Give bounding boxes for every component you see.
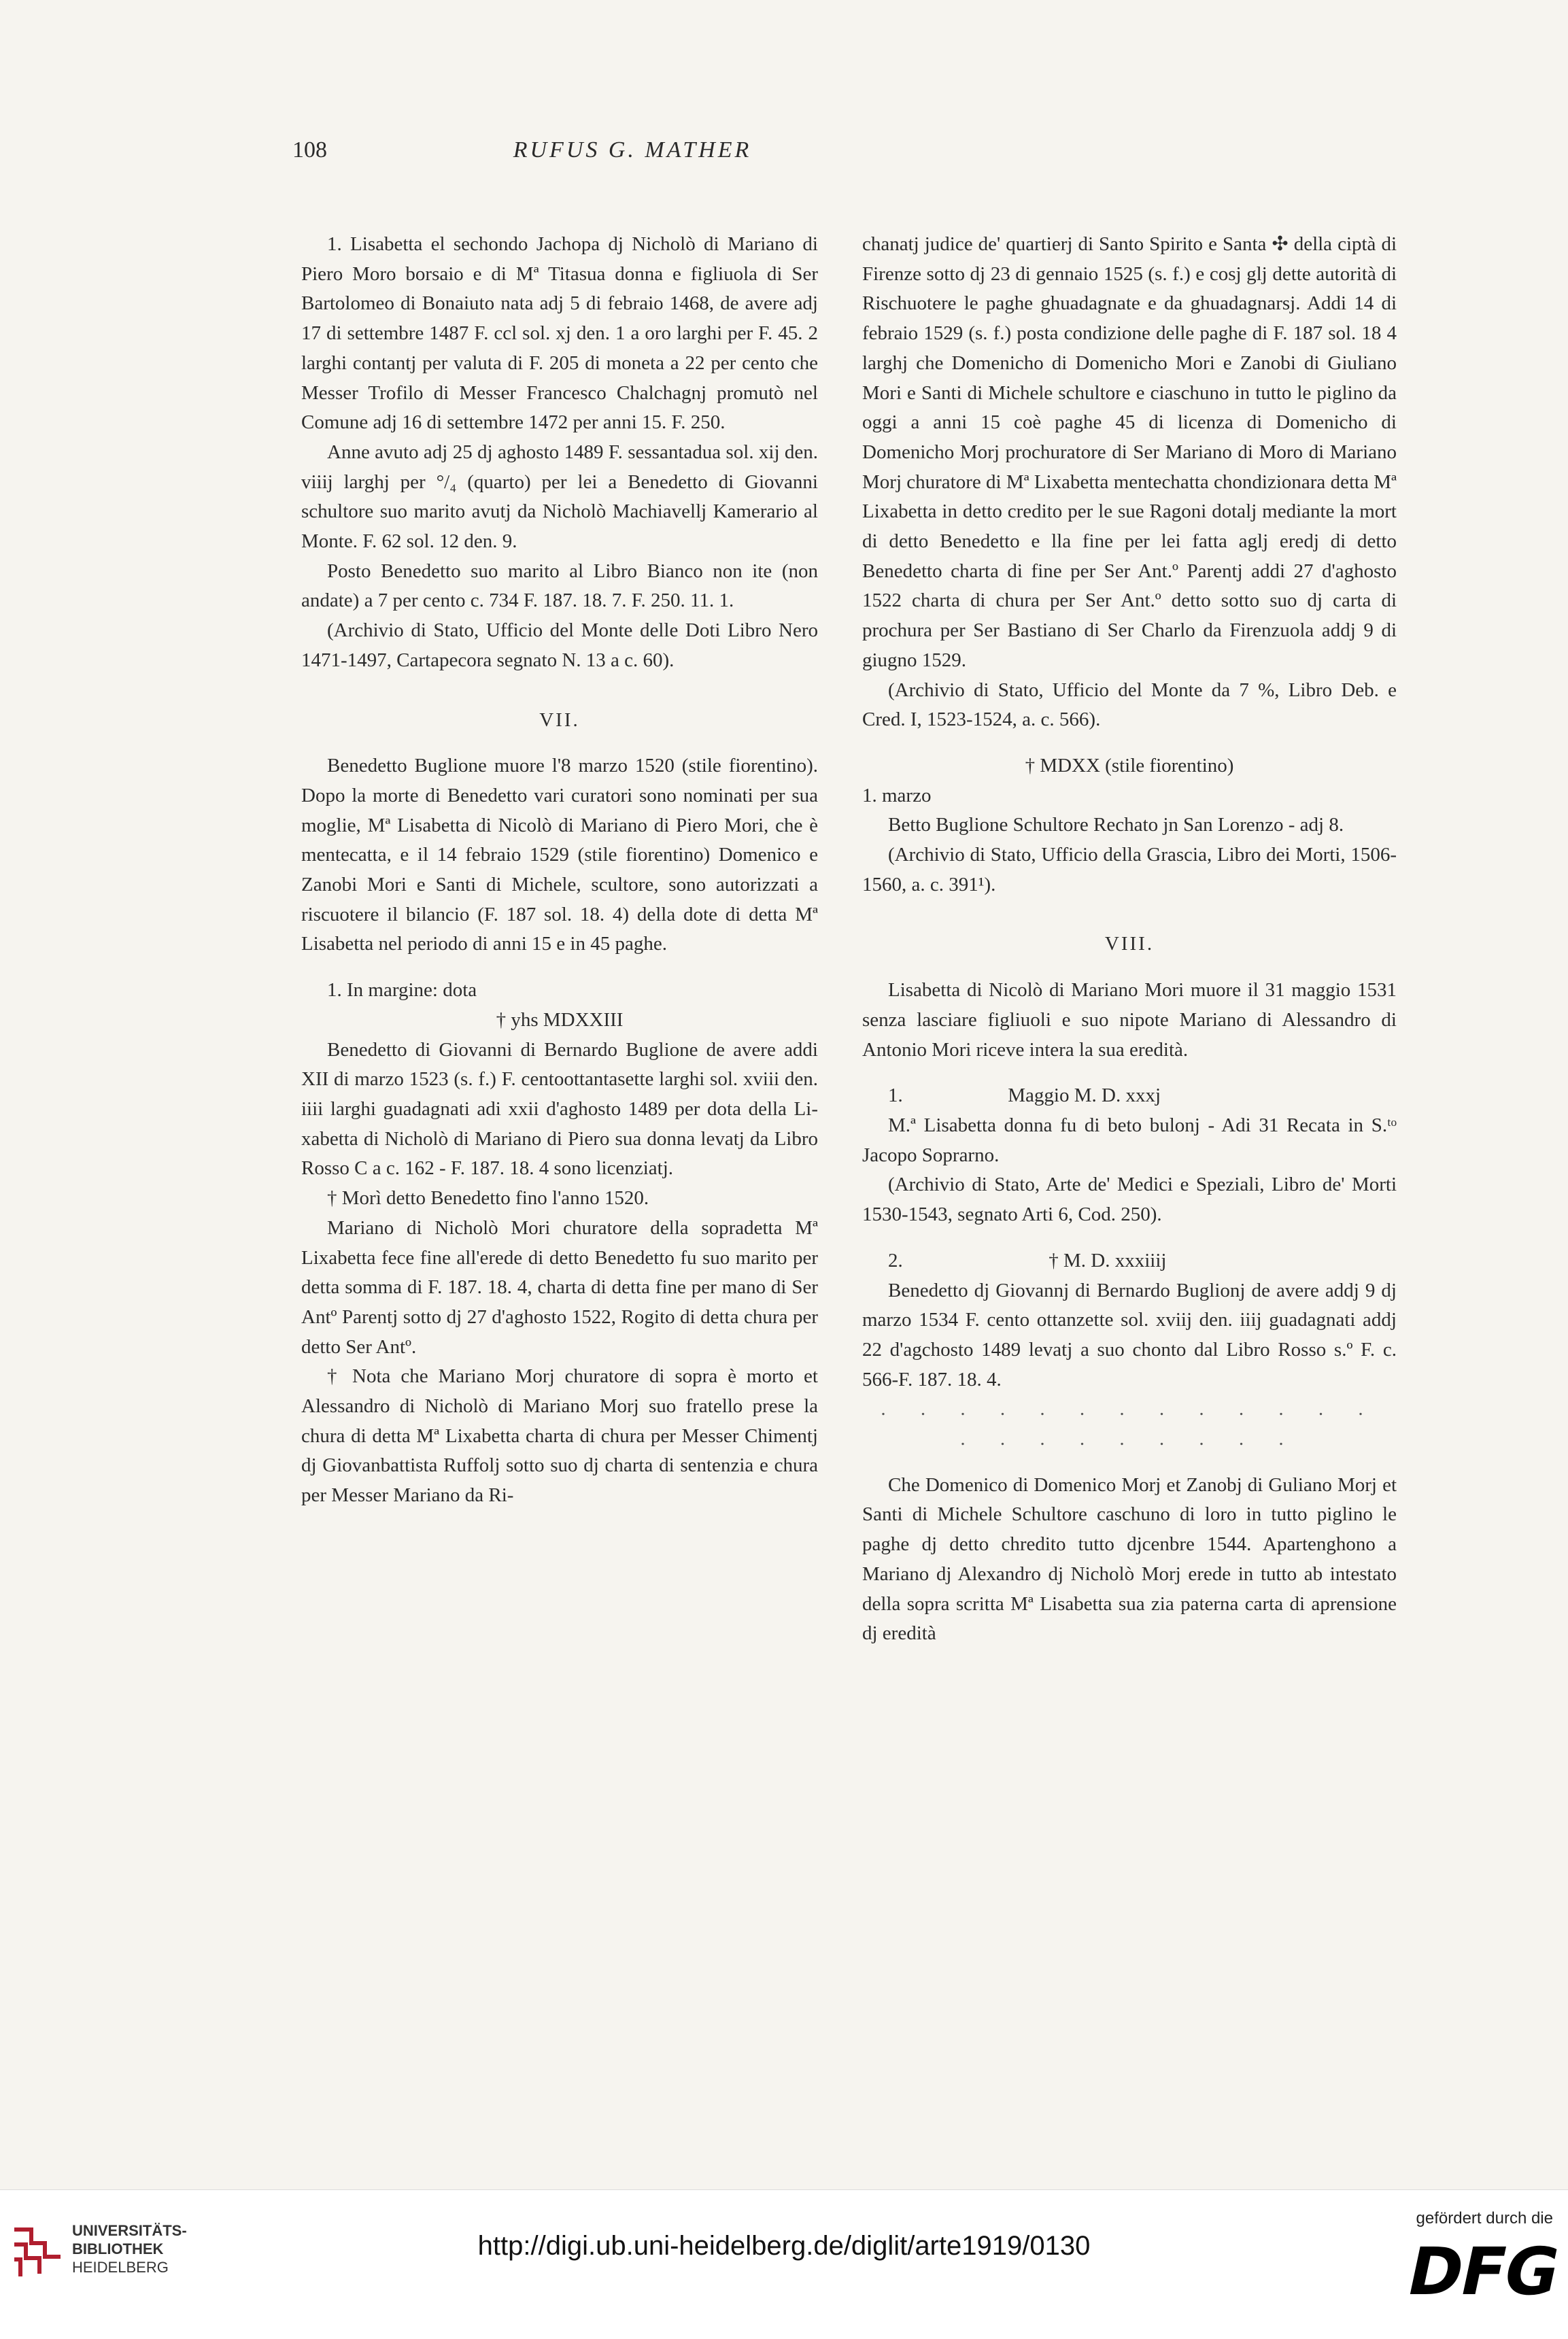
section-heading-vii: VII. — [539, 708, 580, 731]
library-name-line: HEIDELBERG — [72, 2259, 169, 2276]
document-heading: † yhs MDXXIII — [496, 1008, 624, 1031]
paragraph: Posto Benedetto suo marito al Libro Bianco non ite (non andate) a 7 per cento c. 734 F. 187. 18. 7. F. 250. 11. 1. — [301, 560, 818, 612]
paragraph: Betto Buglione Schultore Rechato jn San Lorenzo - adj 8. — [888, 814, 1344, 836]
paragraph: Che Domenico di Domenico Morj et Zanobj di Guliano Morj et Santi di Michele Schultore caschuno di loro in tutto piglino le paghe dj detto chredito tutto djcenbre 1544. Apartenghono a Mariano dj Alexandro dj Nicholò Morj erede in tutto ab intestato della sopra scritta Mª Lisabetta sua zia paterna carta di aprensione dj eredità — [862, 1473, 1397, 1645]
list-item: 1. In margine: dota — [327, 979, 477, 1002]
item-heading: Maggio M. D. xxxj — [1008, 1085, 1161, 1107]
list-item — [862, 1081, 1397, 1111]
paragraph: (Archivio di Stato, Ufficio della Grascia, Libro dei Morti, 1506-1560, a. c. 391¹). — [862, 844, 1397, 895]
document-heading: † MDXX (stile fiorentino) — [1025, 754, 1234, 776]
viewer-footer — [0, 2189, 1568, 2339]
left-text-column — [301, 230, 818, 1511]
library-name-line: BIBLIOTHEK — [72, 2240, 164, 2257]
list-item — [862, 1246, 1397, 1276]
right-text-column — [862, 230, 1397, 1649]
paragraph: † Morì detto Benedetto fino l'anno 1520. — [327, 1187, 649, 1210]
paragraph: † Nota che Mariano Morj churatore di sopra è morto et Alessandro di Nicholò di Mariano Morj suo fratello prese la chura di detta Mª Lixabetta charta di chura per Messer Chimentj dj Giovanbattista Ruffolj sotto suo dj charta di sentenzia e chura per Messer Mariano da Ri- — [301, 1365, 818, 1507]
paragraph: Benedetto dj Giovannj di Bernardo Buglionj de avere addj 9 dj marzo 1534 F. cento ottanzette sol. xviij den. iiij guadagnati addj 22 d'agchosto 1489 levatj a suo chonto dal Libro Rosso s.º F. c. 566-F. 187. 18. 4. — [862, 1279, 1397, 1390]
running-head — [292, 137, 1394, 178]
permalink-url[interactable]: http://digi.ub.uni-heidelberg.de/diglit/arte1919/0130 — [477, 2231, 1091, 2261]
item-number: 2. — [888, 1249, 903, 1271]
item-heading: † M. D. xxxiiij — [1049, 1249, 1167, 1271]
paragraph: Lisabetta di Nicolò di Mariano Mori muore il 31 maggio 1531 senza lasciare figliuoli e suo nipote Mariano di Alessandro di Antonio Mori riceve intera la sua eredità. — [862, 979, 1397, 1061]
running-title: RUFUS G. MATHER — [513, 137, 752, 163]
paragraph: chanatj judice de' quartierj di Santo Spirito e Santa ✣ della ciptà di Firenze sotto dj 23 di gennaio 1525 (s. f.) e cosj glj dette autorità di Rischuotere le paghe ghuadagnate e da ghuadagnarsj. Addi 14 di febraio 1529 (s. f.) posta condizione delle paghe di F. 187 sol. 18 4 larghj che Domenicho di Domenicho Mori e Zanobi di Giuliano Mori e Santi di Michele schultore e ciaschuno in tutto le piglino da oggi a anni 15 coè paghe 45 di licenza di Domenicho di Domenicho Morj prochuratore di Ser Mariano di Moro di Mariano Morj churatore di Mª Lixabetta mentechatta chondizionara detta Mª Lixabetta in detto credito per le sue Ragoni dotalj mediante la mort di detto Benedetto e lla fine per lei fatta aglj eredj di detto Benedetto charta di fine per Ser Ant.º Parentj addi 27 d'aghosto 1522 charta di chura per Ser Ant.º detto sotto suo dj carta di prochura per Ser Bastiano di Ser Charlo da Firenzuola addj 9 di giugno 1529. — [862, 233, 1397, 671]
paragraph: M.ª Lisabetta donna fu di beto bulonj - Adi 31 Recata in S.ᵗᵒ Jacopo Soprarno. — [862, 1114, 1397, 1166]
paragraph: Benedetto Buglione muore l'8 marzo 1520 (stile fiorentino). Dopo la morte di Benedetto vari curatori sono nominati per sua moglie, Mª Lisabetta di Nicolò di Mariano di Piero Mori, che è mentecatta, e il 14 febraio 1529 (stile fiorentino) Domenico e Zanobi Mori e Santi di Michele, scultore, sono autorizzati a riscuotere il bilancio (F. 187 sol. 18. 4) della dote di detta Mª Lisabetta nel periodo di anni 15 e in 45 paghe. — [301, 755, 818, 955]
paragraph: (Archivio di Stato, Ufficio del Monte da 7 %, Libro Deb. e Cred. I, 1523-1524, a. c. 566). — [862, 679, 1397, 731]
paragraph: (Archivio di Stato, Arte de' Medici e Speziali, Libro de' Morti 1530-1543, segnato Arti 6, Cod. 250). — [862, 1174, 1397, 1226]
list-item: 1. marzo — [862, 784, 932, 806]
item-number: 1. — [888, 1085, 903, 1107]
section-heading-viii: VIII. — [1104, 933, 1155, 955]
paragraph: Benedetto di Giovanni di Bernardo Buglione de avere addi XII di marzo 1523 (s. f.) F. centoottantasette larghi sol. xviii den. iiii larghi guadagnati adi xxii d'aghosto 1489 per dota della Lixabetta di Nicholò di Mariano di Piero sua donna levatj da Libro Rosso C a c. 162 - F. 187. 18. 4 sono licenziatj. — [301, 1038, 818, 1180]
funding-caption: gefördert durch die — [1416, 2209, 1553, 2227]
ellipsis-divider: . . . . . . . . . . . . . . . . . . . . . . — [881, 1398, 1378, 1450]
funding-notice — [1401, 2209, 1565, 2325]
page-number: 108 — [292, 137, 327, 163]
paragraph: (Archivio di Stato, Ufficio del Monte delle Doti Libro Nero 1471-1497, Cartapecora segnato N. 13 a c. 60). — [301, 619, 818, 671]
library-name-line: UNIVERSITÄTS- — [72, 2222, 187, 2239]
dfg-logo[interactable]: DFG — [1401, 2234, 1565, 2310]
paragraph: Mariano di Nicholò Mori churatore della sopradetta Mª Lixabetta fece fine all'erede di detto Benedetto fu suo marito per detta somma di F. 187. 18. 4, charta di detta fine per mano di Ser Antº Parentj sotto dj 27 d'aghosto 1522, Rogito di detta chura per detto Ser Antº. — [301, 1216, 818, 1358]
paragraph: 1. Lisabetta el sechondo Jachopa dj Nicholò di Mariano di Piero Moro borsaio e di Mª Titasua donna e figliuola di Ser Bartolomeo di Bonaiuto nata adj 5 di febraio 1468, de avere adj 17 di settembre 1487 F. ccl sol. xj den. 1 a oro larghi per F. 45. 2 larghi contantj per valuta di F. 205 di moneta a 22 per cento che Messer Trofilo di Messer Francesco Chalchagnj promutò nel Comune adj 16 di settembre 1472 per anni 15. F. 250. — [301, 233, 818, 434]
paragraph: Anne avuto adj 25 dj aghosto 1489 F. sessantadua sol. xij den. viiij larghj per °/₄ (quarto) per lei a Benedetto di Giovanni schultore suo marito avutj da Nicholò Machiavellj Kamerario al Monte. F. 62 sol. 12 den. 9. — [301, 441, 818, 553]
